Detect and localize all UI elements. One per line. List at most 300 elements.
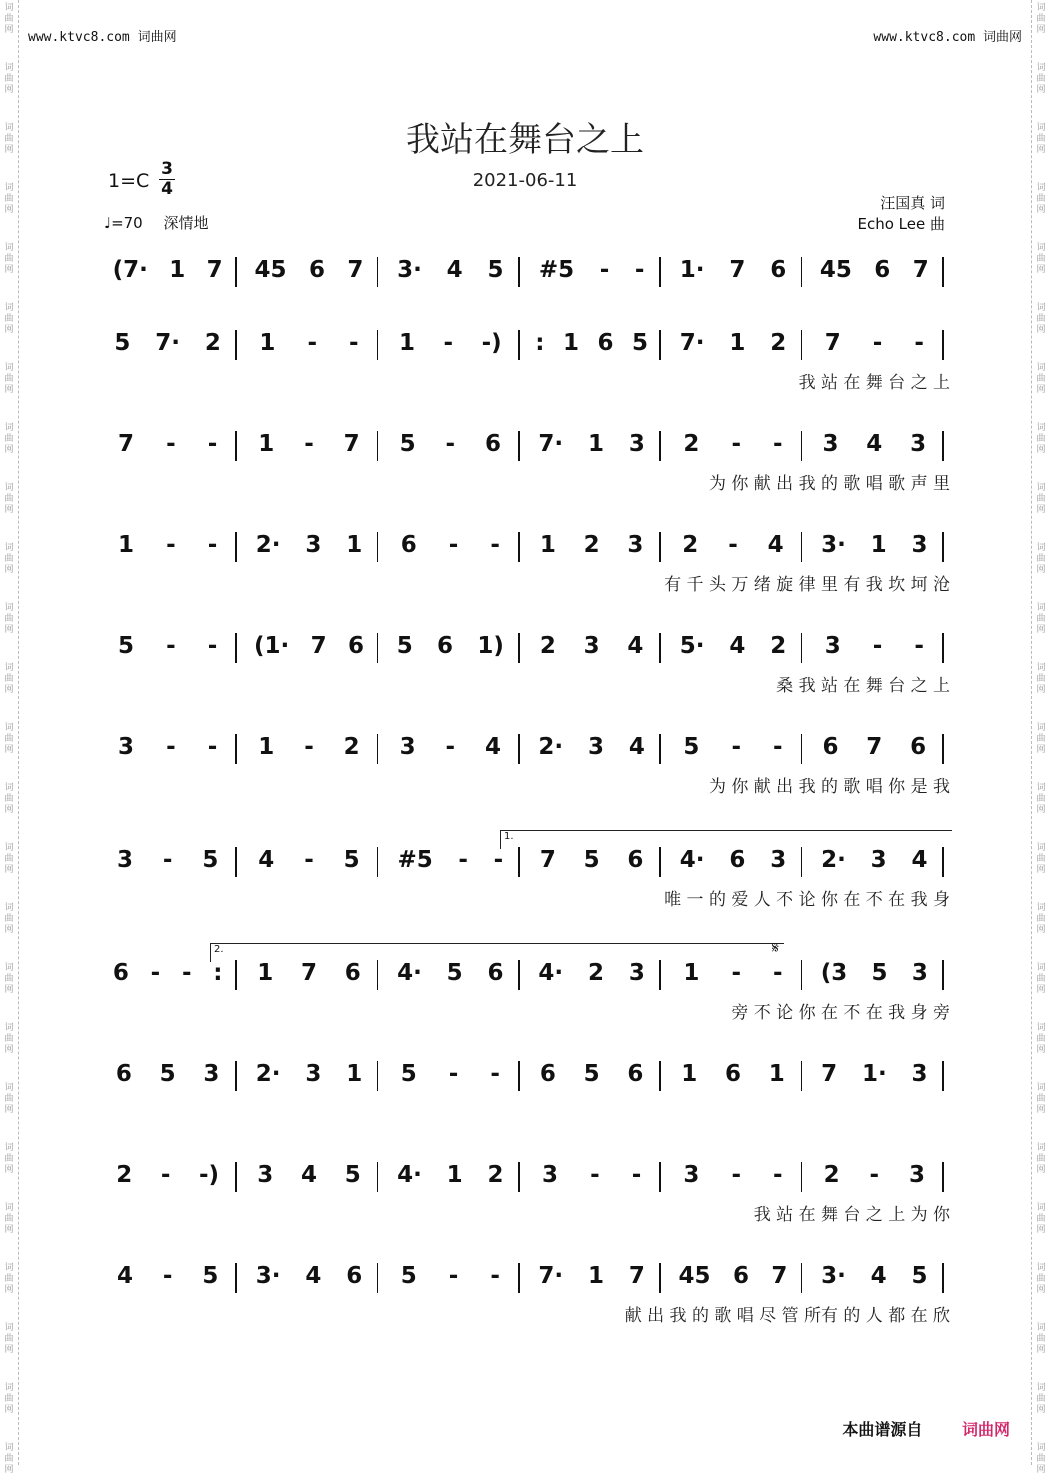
- note-token: 7: [539, 847, 556, 873]
- watermark-glyph: 网: [1036, 1105, 1046, 1115]
- notation-line: [100, 734, 950, 770]
- barline: [801, 1263, 803, 1293]
- watermark-glyph: 网: [1036, 745, 1046, 755]
- lyrics-line: 献 出 我 的 歌 唱 尽 管 所有 的 人 都 在 欣: [624, 1306, 950, 1326]
- watermark-glyph: 网: [1036, 805, 1046, 815]
- barline: [942, 1263, 944, 1293]
- note-token: -: [869, 1162, 880, 1188]
- watermark-glyph: 曲: [4, 614, 14, 624]
- note-token: 2: [683, 431, 700, 457]
- note-token: -: [166, 431, 176, 457]
- watermark-glyph: 网: [4, 625, 14, 635]
- note-token: 3: [911, 532, 928, 558]
- watermark-glyph: 曲: [4, 494, 14, 504]
- note-token: 1): [477, 633, 504, 659]
- watermark-glyph: 网: [1036, 1405, 1046, 1415]
- barline: [235, 431, 237, 461]
- barline: [801, 847, 803, 877]
- watermark-glyph: 曲: [4, 1034, 14, 1044]
- note-token: 3: [683, 1162, 700, 1188]
- note-token: 5: [400, 1263, 417, 1289]
- barline: [801, 330, 803, 360]
- note-token: 4: [866, 431, 883, 457]
- watermark-glyph: 曲: [1036, 614, 1046, 624]
- note-token: 3: [257, 1162, 274, 1188]
- measure: [809, 431, 940, 457]
- watermark-glyph: 词: [1036, 603, 1046, 613]
- note-token: -: [448, 1061, 459, 1087]
- watermark-glyph: 网: [4, 325, 14, 335]
- note-token: 1: [118, 532, 135, 558]
- barline: [942, 847, 944, 877]
- watermark-glyph: 网: [4, 565, 14, 575]
- watermark-glyph: 词: [1036, 63, 1046, 73]
- measure: [243, 1061, 374, 1087]
- note-token: 1: [446, 1162, 463, 1188]
- measure: [102, 1061, 233, 1087]
- barline: [518, 633, 520, 663]
- watermark-glyph: 网: [4, 85, 14, 95]
- measure: [385, 532, 516, 558]
- watermark-glyph: 曲: [4, 374, 14, 384]
- note-token: 2·: [255, 1061, 281, 1087]
- measure: [667, 960, 798, 986]
- note-token: -: [872, 330, 883, 356]
- barline: [235, 734, 237, 764]
- note-token: 1·: [861, 1061, 887, 1087]
- watermark-glyph: 曲: [4, 1154, 14, 1164]
- watermark-glyph: 词: [1036, 843, 1046, 853]
- watermark-glyph: 词: [4, 1143, 14, 1153]
- measure: [667, 532, 798, 558]
- notation-line: [100, 431, 950, 467]
- note-token: 2: [583, 532, 600, 558]
- watermark-glyph: 网: [1036, 145, 1046, 155]
- measure: [102, 1162, 233, 1188]
- watermark-glyph: 曲: [1036, 134, 1046, 144]
- note-token: 1: [346, 532, 363, 558]
- barline: [518, 532, 520, 562]
- volta-second-ending: 2.: [210, 943, 784, 962]
- barline: [942, 257, 944, 287]
- watermark-glyph: 网: [1036, 325, 1046, 335]
- note-token: 4: [305, 1263, 322, 1289]
- barline: [377, 257, 379, 287]
- note-token: 5: [343, 847, 360, 873]
- time-top: 3: [161, 159, 173, 179]
- note-token: 7·: [155, 330, 181, 356]
- note-token: 5: [632, 330, 649, 356]
- watermark-glyph: 词: [4, 243, 14, 253]
- barline: [235, 257, 237, 287]
- measure: [809, 1263, 940, 1289]
- measure: [243, 257, 374, 283]
- watermark-glyph: 网: [1036, 985, 1046, 995]
- barline: [377, 1263, 379, 1293]
- note-token: 4: [446, 257, 463, 283]
- note-token: 3: [824, 633, 841, 659]
- note-token: 7·: [538, 431, 564, 457]
- note-token: -: [631, 1162, 642, 1188]
- note-token: 5: [911, 1263, 928, 1289]
- note-token: 6: [627, 1061, 644, 1087]
- note-token: 5: [583, 1061, 600, 1087]
- measure: [385, 734, 516, 760]
- measure: [809, 847, 940, 873]
- watermark-glyph: 曲: [1036, 674, 1046, 684]
- watermark-glyph: 曲: [1036, 554, 1046, 564]
- measure: [243, 734, 374, 760]
- note-token: -: [445, 431, 456, 457]
- barline: [942, 532, 944, 562]
- watermark-glyph: 曲: [4, 1274, 14, 1284]
- note-token: 6: [729, 847, 746, 873]
- notation-line: [100, 1162, 950, 1198]
- watermark-glyph: 曲: [4, 434, 14, 444]
- note-token: 3: [628, 960, 645, 986]
- note-token: 6: [874, 257, 891, 283]
- watermark-glyph: 曲: [1036, 1214, 1046, 1224]
- note-token: 3: [583, 633, 600, 659]
- barline: [801, 734, 803, 764]
- note-token: 5·: [679, 633, 705, 659]
- watermark-glyph: 网: [1036, 1465, 1046, 1475]
- watermark-glyph: 曲: [1036, 854, 1046, 864]
- watermark-glyph: 网: [4, 445, 14, 455]
- barline: [942, 734, 944, 764]
- barline: [801, 431, 803, 461]
- watermark-glyph: 曲: [1036, 1394, 1046, 1404]
- notation-line: [100, 532, 950, 568]
- note-token: 2: [682, 532, 699, 558]
- note-token: 3: [542, 1162, 559, 1188]
- note-token: -: [443, 330, 454, 356]
- measure: [385, 431, 516, 457]
- note-token: (3: [820, 960, 848, 986]
- measure: [102, 960, 233, 986]
- footer-brand-link[interactable]: 词曲网: [961, 1420, 1010, 1439]
- barline: [518, 734, 520, 764]
- note-token: 1: [259, 330, 276, 356]
- note-token: 7: [300, 960, 317, 986]
- watermark-glyph: 曲: [4, 194, 14, 204]
- note-token: 7: [628, 1263, 645, 1289]
- footer-source-label: 本曲谱源自: [842, 1420, 923, 1439]
- watermark-glyph: 曲: [1036, 974, 1046, 984]
- watermark-glyph: 词: [4, 303, 14, 313]
- watermark-glyph: 网: [4, 1105, 14, 1115]
- note-token: -: [207, 633, 218, 659]
- watermark-glyph: 曲: [1036, 1094, 1046, 1104]
- note-token: 7·: [679, 330, 705, 356]
- note-token: -): [198, 1162, 220, 1188]
- watermark-glyph: 词: [1036, 363, 1046, 373]
- note-token: 3·: [255, 1263, 281, 1289]
- barline: [659, 960, 661, 990]
- note-token: -: [914, 330, 924, 356]
- barline: [235, 1061, 237, 1091]
- lyrics-line: 旁 不 论 你 在 不 在 我 身 旁: [731, 1003, 950, 1023]
- watermark-glyph: 词: [4, 63, 14, 73]
- watermark-glyph: 曲: [1036, 1274, 1046, 1284]
- measure: [526, 847, 657, 873]
- watermark-glyph: 曲: [4, 974, 14, 984]
- watermark-glyph: 词: [1036, 1383, 1046, 1393]
- measure: [385, 960, 516, 986]
- lyrics-line: 我 站 在 舞 台 之 上: [798, 373, 950, 393]
- watermark-glyph: 网: [1036, 1225, 1046, 1235]
- measure: [526, 330, 657, 356]
- note-token: 3: [116, 847, 133, 873]
- note-token: :: [213, 960, 223, 986]
- note-token: 6: [732, 1263, 749, 1289]
- measure: [667, 257, 798, 283]
- note-token: 4·: [538, 960, 564, 986]
- measure: [102, 330, 233, 356]
- note-token: -: [731, 1162, 741, 1188]
- watermark-glyph: 词: [4, 3, 14, 13]
- measure: [667, 330, 798, 356]
- watermark-glyph: 曲: [4, 914, 14, 924]
- note-token: 7: [912, 257, 929, 283]
- note-token: 7: [866, 734, 883, 760]
- note-token: 3: [588, 734, 605, 760]
- watermark-glyph: 网: [1036, 1345, 1046, 1355]
- watermark-glyph: 曲: [1036, 794, 1046, 804]
- watermark-glyph: 网: [4, 685, 14, 695]
- note-token: 7: [118, 431, 135, 457]
- barline: [659, 1061, 661, 1091]
- watermark-glyph: 网: [4, 745, 14, 755]
- lyrics-line: 为 你 献 出 我 的 歌 唱 你 是 我: [708, 777, 950, 797]
- note-token: 7: [821, 1061, 838, 1087]
- measure: [526, 1162, 657, 1188]
- watermark-glyph: 曲: [1036, 434, 1046, 444]
- note-token: 5: [202, 847, 219, 873]
- note-token: -: [914, 633, 924, 659]
- note-token: 3: [770, 847, 787, 873]
- note-token: 6: [112, 960, 129, 986]
- measure: [243, 431, 374, 457]
- watermark-glyph: 曲: [4, 854, 14, 864]
- segno-sign: 𝄋: [772, 938, 779, 957]
- note-token: -: [773, 734, 783, 760]
- barline: [377, 330, 379, 360]
- note-token: -: [490, 1263, 500, 1289]
- note-token: 3: [870, 847, 887, 873]
- measure: [102, 1263, 233, 1289]
- note-token: 6: [539, 1061, 556, 1087]
- watermark-glyph: 词: [1036, 903, 1046, 913]
- lyrics-line: 我 站 在 舞 台 之 上 为 你: [753, 1205, 950, 1225]
- watermark-glyph: 词: [1036, 483, 1046, 493]
- expression-mark: 深情地: [163, 214, 209, 232]
- measure: [243, 1162, 374, 1188]
- note-token: 6: [597, 330, 614, 356]
- barline: [518, 1061, 520, 1091]
- measure: [526, 431, 657, 457]
- watermark-glyph: 曲: [1036, 1454, 1046, 1464]
- barline: [659, 847, 661, 877]
- key-signature: 1=C: [108, 170, 150, 192]
- note-token: -: [490, 1061, 500, 1087]
- note-token: #5: [397, 847, 433, 873]
- watermark-glyph: 网: [4, 25, 14, 35]
- barline: [235, 1263, 237, 1293]
- note-token: 5: [118, 633, 135, 659]
- watermark-glyph: 词: [1036, 3, 1046, 13]
- measure: [667, 1162, 798, 1188]
- barline: [235, 1162, 237, 1192]
- notation-line: [100, 633, 950, 669]
- barline: [377, 960, 379, 990]
- note-token: 2: [823, 1162, 840, 1188]
- note-token: 2: [770, 633, 787, 659]
- note-token: -: [162, 847, 173, 873]
- note-token: 6: [437, 633, 454, 659]
- watermark-glyph: 曲: [4, 1454, 14, 1464]
- watermark-glyph: 词: [1036, 1263, 1046, 1273]
- measure: [809, 734, 940, 760]
- notation-line: [100, 847, 950, 883]
- watermark-glyph: 网: [1036, 1165, 1046, 1175]
- measure: [385, 330, 516, 356]
- note-token: -: [445, 734, 456, 760]
- note-token: 2: [487, 1162, 504, 1188]
- watermark-glyph: 词: [1036, 423, 1046, 433]
- note-token: 3: [118, 734, 135, 760]
- time-signature: [158, 160, 176, 199]
- watermark-glyph: 词: [4, 843, 14, 853]
- watermark-glyph: 曲: [4, 794, 14, 804]
- note-token: -: [181, 960, 192, 986]
- watermark-glyph: 曲: [1036, 374, 1046, 384]
- barline: [659, 633, 661, 663]
- measure: [385, 847, 516, 873]
- note-token: 7: [206, 257, 223, 283]
- note-token: -: [160, 1162, 171, 1188]
- barline: [377, 431, 379, 461]
- barline: [801, 1162, 803, 1192]
- lyrics-line: 唯 一 的 爱 人 不 论 你 在 不 在 我 身: [664, 890, 950, 910]
- note-token: 1: [346, 1061, 363, 1087]
- note-token: 5: [583, 847, 600, 873]
- barline: [942, 1162, 944, 1192]
- barline: [235, 532, 237, 562]
- note-token: 2: [539, 633, 556, 659]
- measure: [102, 847, 233, 873]
- watermark-glyph: 曲: [1036, 194, 1046, 204]
- barline: [518, 847, 520, 877]
- watermark-glyph: 曲: [4, 74, 14, 84]
- note-token: 7·: [538, 1263, 564, 1289]
- watermark-glyph: 网: [4, 265, 14, 275]
- note-token: 5: [683, 734, 700, 760]
- barline: [518, 431, 520, 461]
- measure: [385, 257, 516, 283]
- measure: [102, 257, 233, 283]
- barline: [801, 633, 803, 663]
- watermark-glyph: 词: [1036, 183, 1046, 193]
- note-token: -: [590, 1162, 600, 1188]
- lyrics-line: [100, 1099, 950, 1125]
- note-token: -: [448, 1263, 459, 1289]
- time-bottom: 4: [161, 179, 173, 199]
- note-token: 1: [681, 1061, 698, 1087]
- note-token: 1: [258, 431, 275, 457]
- watermark-glyph: 词: [1036, 243, 1046, 253]
- watermark-glyph: 词: [1036, 783, 1046, 793]
- measure: [526, 960, 657, 986]
- note-token: 2·: [821, 847, 846, 873]
- barline: [659, 330, 661, 360]
- left-watermark-strip: [0, 0, 19, 1475]
- site-url-right[interactable]: www.ktvc8.com 词曲网: [873, 30, 1022, 45]
- watermark-glyph: 曲: [4, 1334, 14, 1344]
- watermark-glyph: 词: [4, 603, 14, 613]
- note-token: 3: [305, 1061, 322, 1087]
- note-token: 6: [910, 734, 927, 760]
- note-token: -: [207, 532, 218, 558]
- note-token: 4: [300, 1162, 317, 1188]
- watermark-glyph: 曲: [4, 554, 14, 564]
- note-token: -: [207, 734, 218, 760]
- note-token: -: [207, 431, 218, 457]
- measure: [526, 1061, 657, 1087]
- note-token: 6: [347, 633, 364, 659]
- note-token: 2: [770, 330, 787, 356]
- watermark-glyph: 曲: [1036, 1034, 1046, 1044]
- note-token: 3: [203, 1061, 220, 1087]
- note-token: 3: [627, 532, 644, 558]
- watermark-glyph: 网: [4, 505, 14, 515]
- lyrics-line: [100, 295, 950, 321]
- barline: [377, 532, 379, 562]
- measure: [809, 532, 940, 558]
- note-token: 6: [627, 847, 644, 873]
- measure: [809, 330, 940, 356]
- note-token: -: [599, 257, 610, 283]
- barline: [377, 633, 379, 663]
- watermark-glyph: 词: [4, 543, 14, 553]
- measure: [667, 1263, 798, 1289]
- note-token: 2·: [255, 532, 281, 558]
- measure: [243, 633, 374, 659]
- note-token: 3·: [821, 532, 846, 558]
- note-token: 3: [910, 431, 927, 457]
- barline: [377, 847, 379, 877]
- measure: [667, 847, 798, 873]
- measure: [526, 1263, 657, 1289]
- measure: [526, 532, 657, 558]
- site-url-left[interactable]: www.ktvc8.com 词曲网: [28, 30, 177, 45]
- note-token: 6: [344, 960, 361, 986]
- watermark-glyph: 词: [1036, 1083, 1046, 1093]
- barline: [801, 532, 803, 562]
- note-token: 5: [159, 1061, 176, 1087]
- note-token: 6: [484, 431, 501, 457]
- note-token: 1: [398, 330, 415, 356]
- notation-line: [100, 1263, 950, 1299]
- note-token: 3·: [821, 1263, 846, 1289]
- note-token: 4: [729, 633, 746, 659]
- watermark-glyph: 网: [4, 985, 14, 995]
- note-token: 45: [819, 257, 852, 283]
- watermark-glyph: 词: [4, 1383, 14, 1393]
- watermark-glyph: 词: [4, 483, 14, 493]
- measure: [385, 633, 516, 659]
- note-token: -: [731, 431, 741, 457]
